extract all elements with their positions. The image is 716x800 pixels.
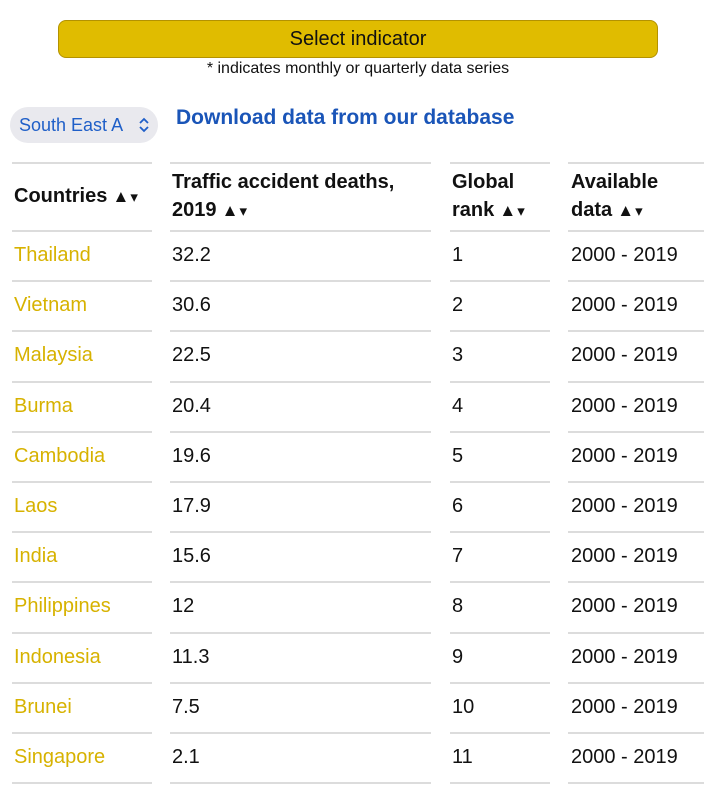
sort-up-icon[interactable]: ▲: [221, 201, 240, 220]
country-link[interactable]: Philippines: [14, 595, 111, 618]
available-data-value: 2000 - 2019: [571, 344, 678, 367]
country-link[interactable]: Indonesia: [14, 645, 101, 668]
chevron-up-down-icon: [138, 115, 150, 135]
sort-up-icon[interactable]: ▲: [617, 201, 636, 220]
row-divider: [568, 782, 704, 784]
available-data-value: 2000 - 2019: [571, 595, 678, 618]
row-divider: [450, 782, 550, 784]
row-divider: [450, 280, 550, 282]
download-data-link[interactable]: Download data from our database: [176, 106, 515, 129]
row-divider: [450, 732, 550, 734]
row-divider: [12, 162, 152, 164]
global-rank-value: 2: [452, 294, 464, 317]
row-divider: [170, 581, 431, 583]
available-data-value: 2000 - 2019: [571, 645, 678, 668]
row-divider: [170, 230, 431, 232]
region-select[interactable]: [10, 107, 158, 143]
row-divider: [12, 732, 152, 734]
row-divider: [568, 732, 704, 734]
row-divider: [450, 682, 550, 684]
sort-arrows-icon[interactable]: [494, 203, 526, 220]
traffic-deaths-value: 12: [172, 595, 195, 618]
row-divider: [568, 481, 704, 483]
row-divider: [170, 330, 431, 332]
available-data-value: 2000 - 2019: [571, 695, 678, 718]
traffic-deaths-value: 15.6: [172, 545, 211, 568]
global-rank-value: 4: [452, 394, 464, 417]
traffic-deaths-value: 30.6: [172, 294, 211, 317]
row-divider: [12, 431, 152, 433]
row-divider: [568, 162, 704, 164]
row-divider: [12, 531, 152, 533]
traffic-deaths-value: 2.1: [172, 746, 200, 768]
row-divider: [170, 732, 431, 734]
countries-header[interactable]: [14, 182, 139, 212]
row-divider: [450, 531, 550, 533]
header-label: Traffic accident deaths,: [172, 171, 395, 193]
row-divider: [170, 481, 431, 483]
sort-arrows-icon[interactable]: [217, 203, 249, 220]
row-divider: [12, 682, 152, 684]
sort-down-icon[interactable]: ▾: [517, 203, 526, 220]
row-divider: [12, 581, 152, 583]
row-divider: [170, 431, 431, 433]
row-divider: [12, 782, 152, 784]
traffic-deaths-value: 17.9: [172, 495, 211, 517]
country-link[interactable]: Vietnam: [14, 294, 88, 317]
row-divider: [568, 230, 704, 232]
global-rank-value: 10: [452, 695, 475, 718]
row-divider: [170, 632, 431, 634]
available-data-value: 2000 - 2019: [571, 444, 678, 467]
sort-down-icon[interactable]: ▾: [635, 203, 644, 220]
available-data-value: 2000 - 2019: [571, 495, 678, 517]
row-divider: [568, 682, 704, 684]
row-divider: [568, 581, 704, 583]
row-divider: [450, 230, 550, 232]
sort-down-icon[interactable]: ▾: [130, 189, 139, 206]
row-divider: [450, 162, 550, 164]
traffic-deaths-value: 22.5: [172, 344, 211, 367]
country-link[interactable]: Laos: [14, 495, 58, 517]
global-rank-value: 6: [452, 495, 464, 517]
sort-down-icon[interactable]: ▾: [239, 203, 249, 220]
row-divider: [170, 531, 431, 533]
header-label: data: [571, 199, 613, 221]
row-divider: [170, 782, 431, 784]
sort-arrows-icon[interactable]: [612, 203, 644, 220]
row-divider: [12, 381, 152, 383]
country-link[interactable]: Brunei: [14, 695, 72, 718]
row-divider: [568, 280, 704, 282]
select-indicator-label: Select indicator: [289, 27, 427, 50]
country-link[interactable]: Thailand: [14, 244, 91, 266]
traffic-deaths-value: 20.4: [172, 394, 211, 417]
row-divider: [568, 330, 704, 332]
available-data-value: 2000 - 2019: [571, 746, 678, 768]
row-divider: [568, 632, 704, 634]
global-rank-value: 8: [452, 595, 464, 618]
row-divider: [450, 431, 550, 433]
traffic-deaths-value: 7.5: [172, 695, 200, 718]
row-divider: [568, 431, 704, 433]
country-link[interactable]: India: [14, 545, 58, 568]
global-rank-value: 3: [452, 344, 464, 367]
available-data-value: 2000 - 2019: [571, 545, 678, 568]
header-label: Countries: [14, 185, 108, 207]
global-rank-value: 1: [452, 244, 464, 266]
row-divider: [568, 381, 704, 383]
row-divider: [568, 531, 704, 533]
row-divider: [170, 381, 431, 383]
row-divider: [450, 481, 550, 483]
sort-up-icon[interactable]: ▲: [499, 201, 518, 220]
traffic-deaths-value: 19.6: [172, 444, 211, 467]
header-label: Available: [571, 171, 659, 193]
traffic-deaths-header[interactable]: [172, 168, 394, 226]
available-data-header[interactable]: [571, 168, 658, 226]
row-divider: [170, 162, 431, 164]
global-rank-value: 5: [452, 444, 464, 467]
global-rank-header[interactable]: [452, 168, 526, 226]
series-note: * indicates monthly or quarterly data series: [206, 60, 510, 77]
region-select-value: South East A: [19, 114, 124, 135]
sort-up-icon[interactable]: ▲: [112, 187, 131, 206]
sort-arrows-icon[interactable]: [107, 189, 139, 206]
row-divider: [450, 632, 550, 634]
global-rank-value: 11: [452, 746, 473, 768]
row-divider: [12, 330, 152, 332]
header-label: Global: [452, 171, 515, 193]
traffic-deaths-value: 11.3: [172, 645, 210, 668]
row-divider: [450, 581, 550, 583]
global-rank-value: 9: [452, 645, 464, 668]
row-divider: [450, 330, 550, 332]
country-link[interactable]: Singapore: [14, 746, 106, 768]
global-rank-value: 7: [452, 545, 464, 568]
country-link[interactable]: Cambodia: [14, 444, 106, 467]
select-indicator-button[interactable]: [58, 20, 658, 58]
traffic-deaths-value: 32.2: [172, 244, 211, 266]
header-label: 2019: [172, 199, 217, 221]
available-data-value: 2000 - 2019: [571, 394, 678, 417]
header-label: rank: [452, 199, 495, 221]
row-divider: [450, 381, 550, 383]
row-divider: [12, 280, 152, 282]
country-link[interactable]: Malaysia: [14, 344, 93, 367]
row-divider: [170, 280, 431, 282]
row-divider: [12, 481, 152, 483]
row-divider: [170, 682, 431, 684]
country-link[interactable]: Burma: [14, 394, 73, 417]
available-data-value: 2000 - 2019: [571, 244, 678, 266]
available-data-value: 2000 - 2019: [571, 294, 678, 317]
row-divider: [12, 230, 152, 232]
row-divider: [12, 632, 152, 634]
